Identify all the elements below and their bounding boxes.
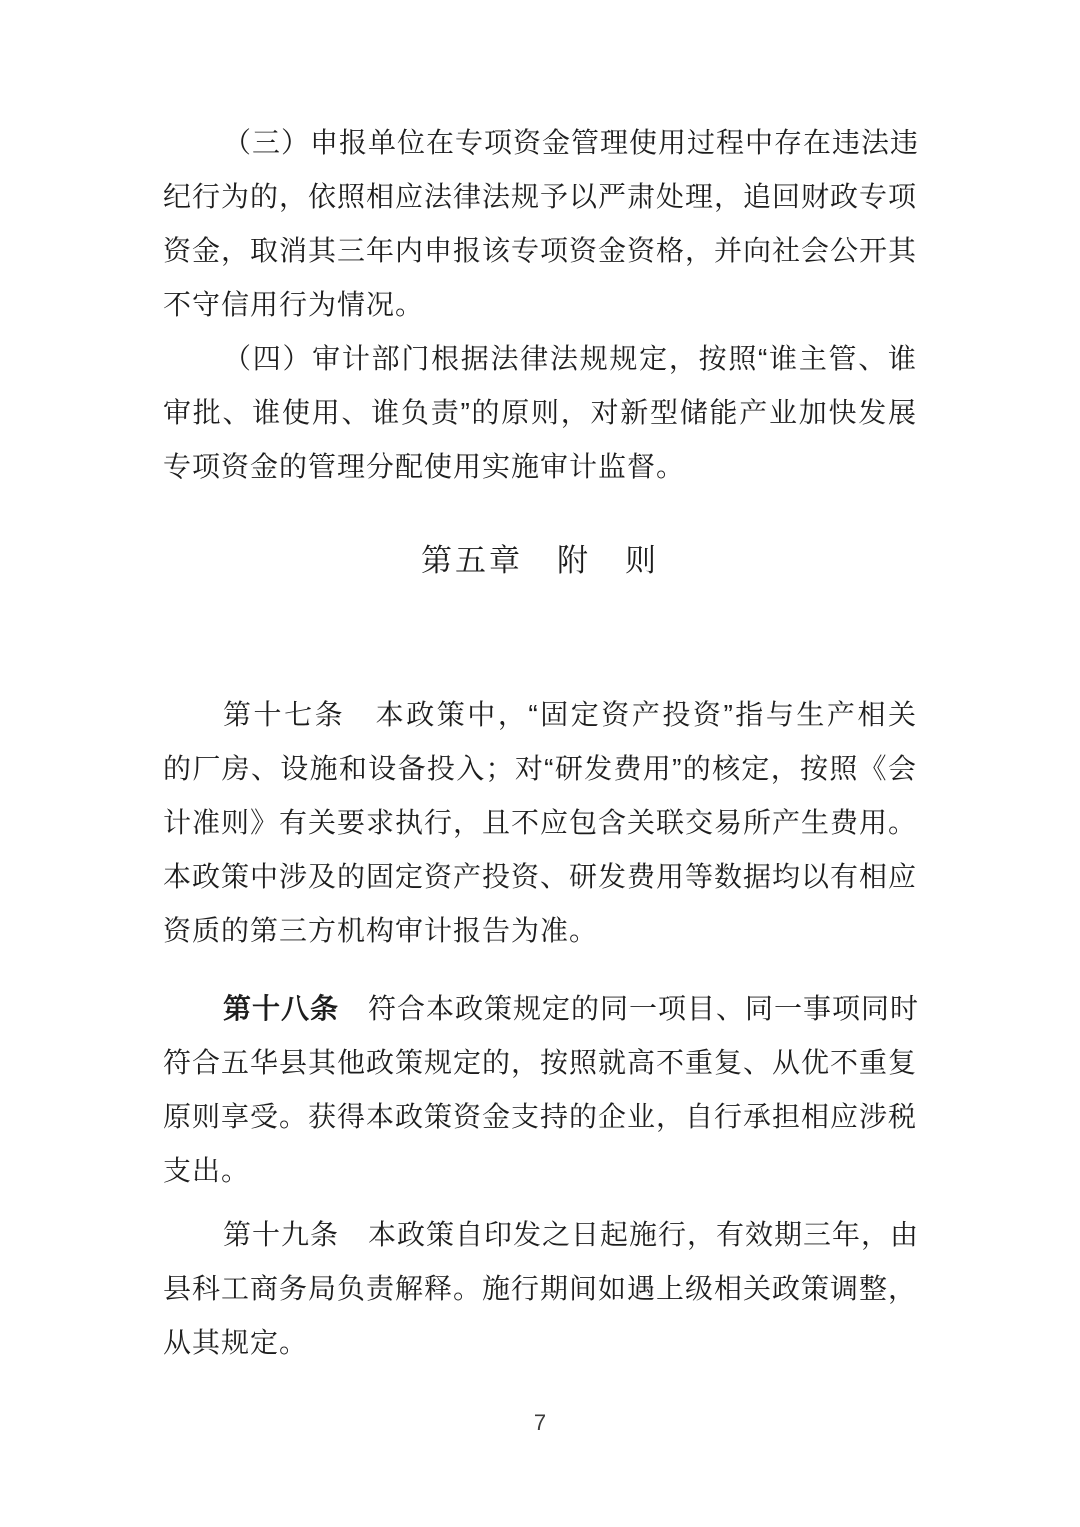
chapter-heading: 第五章 附 则 — [421, 543, 659, 578]
text-run: 县科工商务局负责解释。施行期间如遇上级相关政策调整， — [163, 1273, 918, 1304]
text-run: 计准则》有关要求执行，且不应包含关联交易所产生费用。 — [163, 807, 918, 838]
text-run: 从其规定。 — [163, 1327, 309, 1358]
text-run: 专项资金的管理分配使用实施审计监督。 — [163, 451, 686, 482]
text-run: 本政策中涉及的固定资产投资、研发费用等数据均以有相应 — [163, 861, 918, 892]
paragraph-clause-4 — [163, 332, 917, 494]
text-run: 符合本政策规定的同一项目、同一事项同时 — [339, 993, 920, 1024]
text-run: 原则享受。获得本政策资金支持的企业，自行承担相应涉税 — [163, 1101, 918, 1132]
text-run: 资金，取消其三年内申报该专项资金资格，并向社会公开其 — [163, 235, 918, 266]
text-line — [163, 1316, 917, 1370]
text-run: 第十九条 本政策自印发之日起施行，有效期三年，由 — [223, 1219, 920, 1250]
text-run: （三）申报单位在专项资金管理使用过程中存在违法违 — [223, 127, 920, 158]
text-line — [163, 1036, 917, 1090]
text-run: 支出。 — [163, 1155, 251, 1186]
text-line — [163, 982, 920, 1036]
page-number: 7 — [533, 1410, 547, 1435]
text-line — [163, 1090, 917, 1144]
text-line — [163, 1208, 920, 1262]
text-line — [163, 386, 917, 440]
text-line — [163, 1262, 917, 1316]
text-run: 纪行为的，依照相应法律法规予以严肃处理，追回财政专项 — [163, 181, 918, 212]
text-line — [163, 904, 917, 958]
paragraph-clause-3 — [163, 116, 920, 332]
text-line — [163, 440, 917, 494]
text-run: 第十七条 本政策中，“固定资产投资”指与生产相关 — [223, 699, 917, 730]
paragraph-article-19 — [163, 1208, 920, 1370]
text-line — [163, 170, 917, 224]
text-line — [163, 850, 917, 904]
paragraph-article-17 — [163, 688, 917, 958]
text-line — [163, 796, 917, 850]
page-body — [163, 116, 920, 1370]
text-line — [163, 224, 917, 278]
text-line — [163, 332, 917, 386]
text-line — [163, 116, 920, 170]
text-run: （四）审计部门根据法律法规规定，按照“谁主管、谁 — [223, 343, 917, 374]
text-run: 不守信用行为情况。 — [163, 289, 425, 320]
text-line — [163, 688, 917, 742]
article-number-bold: 第十八条 — [223, 993, 340, 1024]
text-run: 的厂房、设施和设备投入；对“研发费用”的核定，按照《会 — [163, 753, 917, 784]
text-run: 资质的第三方机构审计报告为准。 — [163, 915, 599, 946]
text-run: 符合五华县其他政策规定的，按照就高不重复、从优不重复 — [163, 1047, 918, 1078]
text-run: 审批、谁使用、谁负责”的原则，对新型储能产业加快发展 — [163, 397, 917, 428]
paragraph-article-18 — [163, 982, 920, 1198]
text-line — [163, 278, 917, 332]
text-line — [163, 1144, 917, 1198]
text-line — [163, 742, 917, 796]
